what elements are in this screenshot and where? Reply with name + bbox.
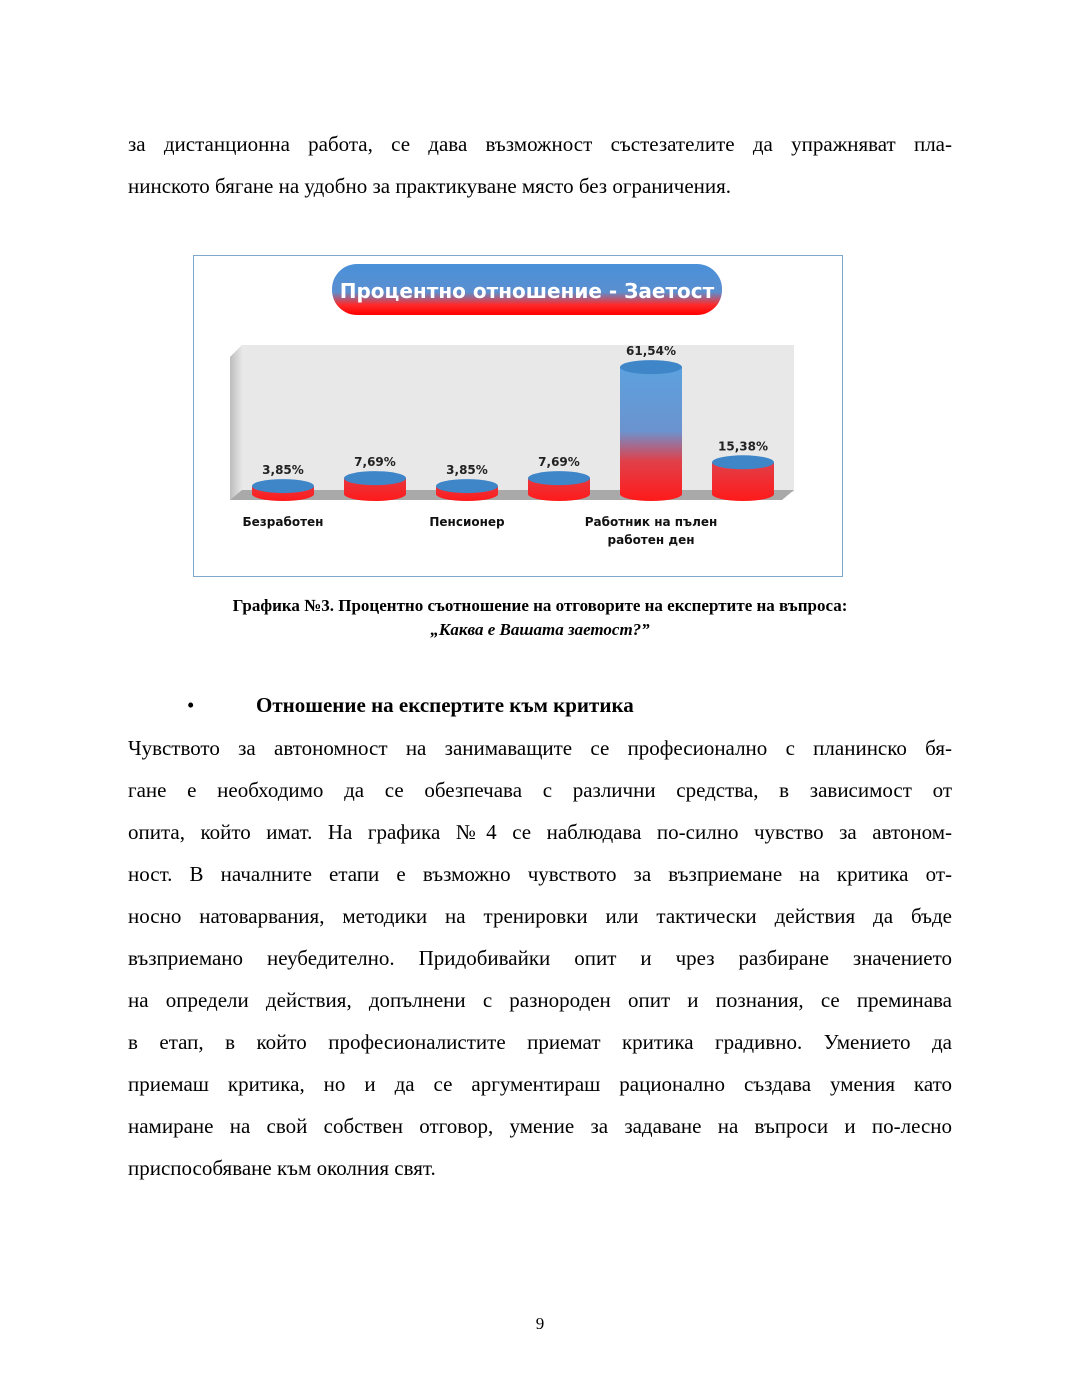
bar-body bbox=[620, 367, 682, 501]
bar-cap bbox=[712, 455, 774, 469]
page-number: 9 bbox=[535, 1314, 545, 1333]
chart-frame bbox=[193, 255, 843, 577]
body-line: възприемано неубедително. Придобивайки опит и чрез разбиране значението bbox=[128, 946, 952, 970]
bar-5 bbox=[712, 455, 774, 501]
bar-0 bbox=[252, 479, 314, 501]
bar-cap bbox=[252, 479, 314, 493]
bar-cap bbox=[528, 471, 590, 485]
data-label: 61,54% bbox=[626, 344, 676, 359]
body-line: Чувството за автономност на занимаващите се професионално с планинско бя- bbox=[128, 736, 952, 760]
intro-line-1: за дистанционна работа, се дава възможност състезателите да упражняват пла- bbox=[128, 132, 952, 156]
figure-caption-line-1: Графика №3. Процентно съотношение на отговорите на експертите на въпроса: bbox=[232, 596, 848, 615]
data-label: 7,69% bbox=[538, 455, 580, 470]
xtick-layer bbox=[243, 515, 718, 547]
figure-caption-question: „Каква е Вашата заетост?” bbox=[430, 620, 650, 639]
bar-1 bbox=[344, 471, 406, 501]
xtick-label: Пенсионер bbox=[429, 515, 505, 529]
bar-cap bbox=[344, 471, 406, 485]
data-label: 15,38% bbox=[718, 439, 768, 454]
data-label: 3,85% bbox=[262, 463, 304, 478]
body-line: приспособяване към околния свят. bbox=[128, 1156, 436, 1180]
xtick-label: Работник на пълен работен ден bbox=[584, 515, 718, 547]
chart-back-wall bbox=[242, 345, 794, 492]
bar-2 bbox=[436, 479, 498, 501]
bar-4 bbox=[620, 360, 682, 501]
bar-cap bbox=[620, 360, 682, 374]
bar-chart bbox=[194, 256, 842, 576]
body-line: опита, който имат. На графика №4 се наблюдава по-силно чувство за автоном- bbox=[128, 820, 952, 844]
body-line: приемаш критика, но и да се аргументираш рационално създава умения като bbox=[128, 1072, 952, 1096]
chart-side-wall bbox=[230, 345, 242, 500]
body-line: намиране на свой собствен отговор, умение за задаване на въпроси и по-лесно bbox=[128, 1114, 952, 1138]
data-label: 3,85% bbox=[446, 463, 488, 478]
body-line: на определи действия, допълнени с разнороден опит и познания, се преминава bbox=[128, 988, 952, 1012]
intro-line-2: нинското бягане на удобно за практикуване място без ограничения. bbox=[128, 174, 732, 198]
body-line: гане е необходимо да се обезпечава с различни средства, в зависимост от bbox=[128, 778, 952, 802]
bar-cap bbox=[436, 479, 498, 493]
bullet-icon: • bbox=[187, 693, 195, 717]
body-line: носно натоварвания, методики на тренировки или тактически действия да бъде bbox=[128, 904, 952, 928]
body-line: ност. В началните етапи е възможно чувството за възприемане на критика от- bbox=[128, 862, 952, 886]
data-label: 7,69% bbox=[354, 455, 396, 470]
section-heading: Отношение на експертите към критика bbox=[256, 693, 634, 717]
body-line: в етап, в който професионалистите приемат критика градивно. Умението да bbox=[128, 1030, 952, 1054]
chart-title: Процентно отношение - Заетост bbox=[339, 279, 715, 303]
bar-3 bbox=[528, 471, 590, 501]
xtick-label: Безработен bbox=[242, 515, 324, 529]
chart-floor bbox=[230, 490, 794, 500]
